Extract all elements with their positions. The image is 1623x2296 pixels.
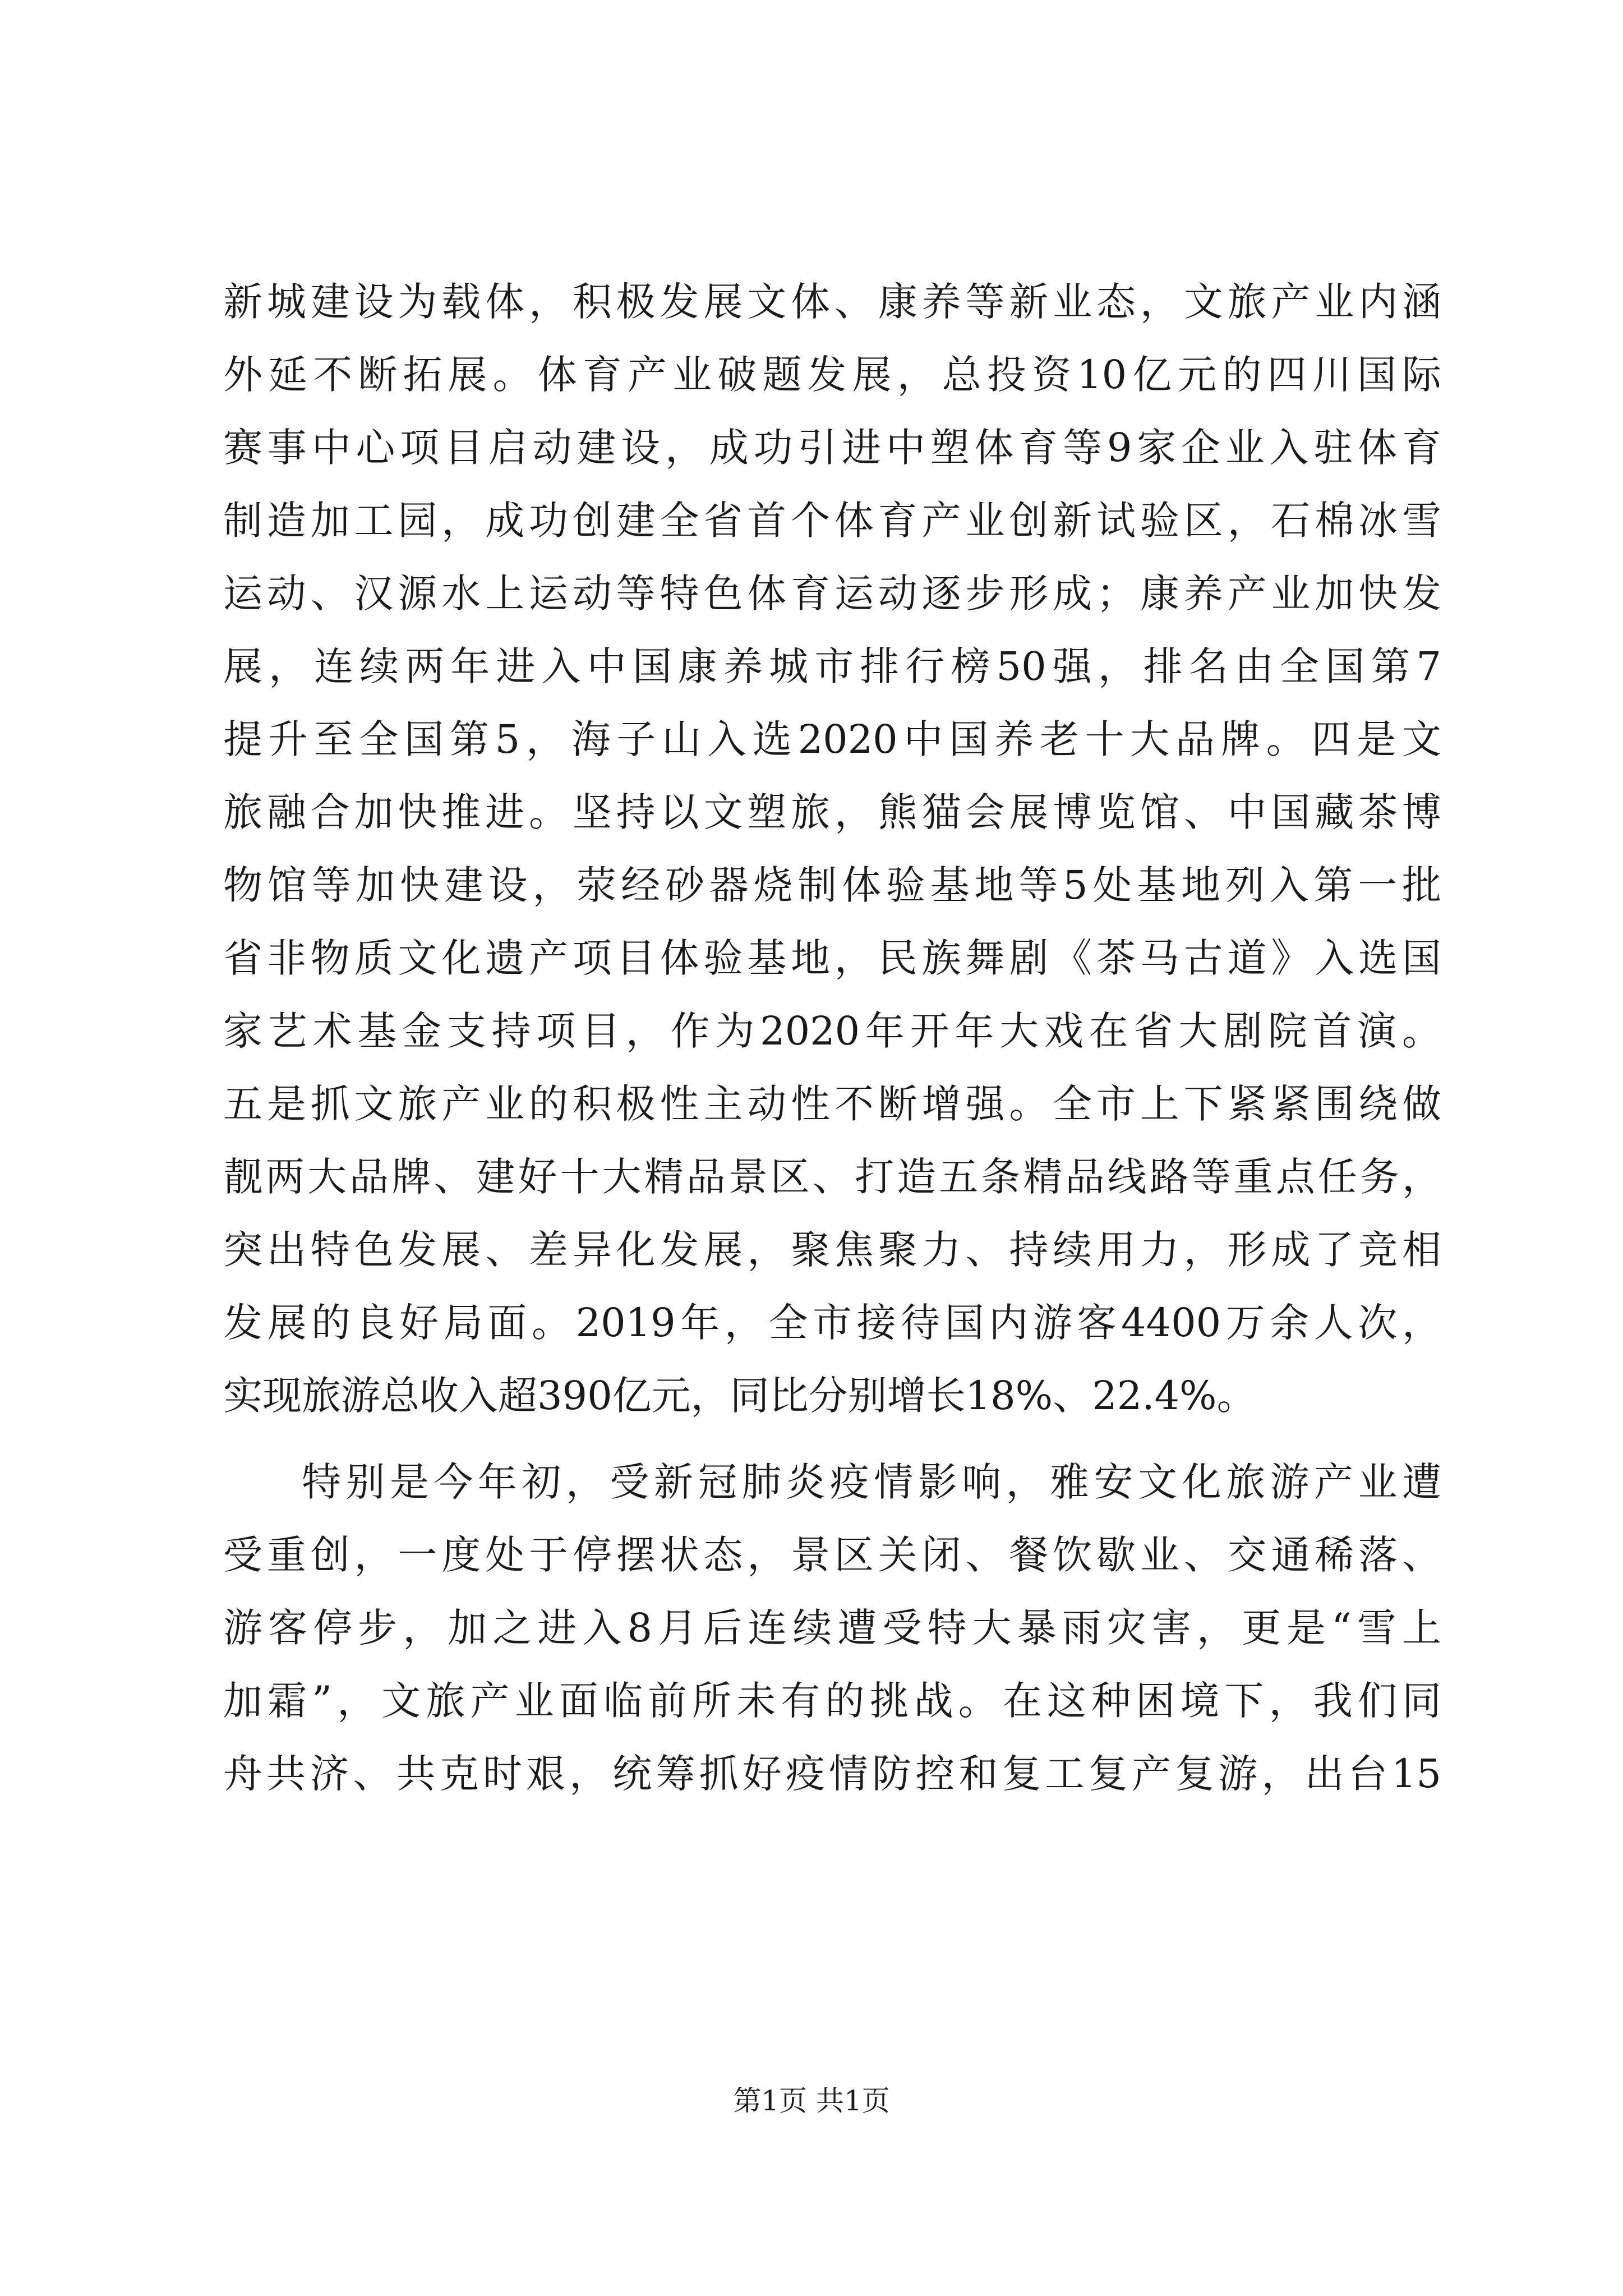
text-line: 家艺术基金支持项目，作为2020年开年大戏在省大剧院首演。 xyxy=(223,1008,1441,1054)
text-line: 新城建设为载体，积极发展文体、康养等新业态，文旅产业内涵 xyxy=(223,279,1441,325)
text-line: 物馆等加快建设，荥经砂器烧制体验基地等5处基地列入第一批 xyxy=(223,862,1441,908)
paragraph-1 xyxy=(223,265,1441,1432)
text-line: 展，连续两年进入中国康养城市排行榜50强，排名由全国第7 xyxy=(223,643,1441,689)
text-line: 运动、汉源水上运动等特色体育运动逐步形成；康养产业加快发 xyxy=(223,570,1441,616)
text-line: 靓两大品牌、建好十大精品景区、打造五条精品线路等重点任务， xyxy=(223,1154,1441,1200)
text-line: 加霜”，文旅产业面临前所未有的挑战。在这种困境下，我们同 xyxy=(223,1678,1441,1724)
text-line: 突出特色发展、差异化发展，聚焦聚力、持续用力，形成了竞相 xyxy=(223,1227,1441,1273)
text-line: 省非物质文化遗产项目体验基地，民族舞剧《茶马古道》入选国 xyxy=(223,935,1441,981)
paragraph-spacer xyxy=(223,1432,1441,1446)
text-line: 游客停步，加之进入8月后连续遭受特大暴雨灾害，更是“雪上 xyxy=(223,1605,1441,1651)
text-line: 实现旅游总收入超390亿元，同比分别增长18%、22.4%。 xyxy=(223,1373,1256,1419)
text-line: 旅融合加快推进。坚持以文塑旅，熊猫会展博览馆、中国藏茶博 xyxy=(223,789,1441,835)
page-footer xyxy=(0,2081,1623,2120)
text-line: 提升至全国第5，海子山入选2020中国养老十大品牌。四是文 xyxy=(223,716,1441,762)
document-body xyxy=(223,265,1441,1810)
text-line: 外延不断拓展。体育产业破题发展，总投资10亿元的四川国际 xyxy=(223,352,1441,398)
text-line: 赛事中心项目启动建设，成功引进中塑体育等9家企业入驻体育 xyxy=(223,425,1441,471)
text-line: 受重创，一度处于停摆状态，景区关闭、餐饮歇业、交通稀落、 xyxy=(223,1532,1441,1578)
page-number-label: 第1页 共1页 xyxy=(733,2085,890,2117)
text-line: 五是抓文旅产业的积极性主动性不断增强。全市上下紧紧围绕做 xyxy=(223,1081,1441,1127)
text-line: 舟共济、共克时艰，统筹抓好疫情防控和复工复产复游，出台15 xyxy=(223,1751,1441,1797)
text-line: 特别是今年初，受新冠肺炎疫情影响，雅安文化旅游产业遭 xyxy=(302,1459,1441,1505)
paragraph-2 xyxy=(223,1446,1441,1810)
text-line: 发展的良好局面。2019年，全市接待国内游客4400万余人次， xyxy=(223,1300,1441,1346)
text-line: 制造加工园，成功创建全省首个体育产业创新试验区，石棉冰雪 xyxy=(223,498,1441,544)
